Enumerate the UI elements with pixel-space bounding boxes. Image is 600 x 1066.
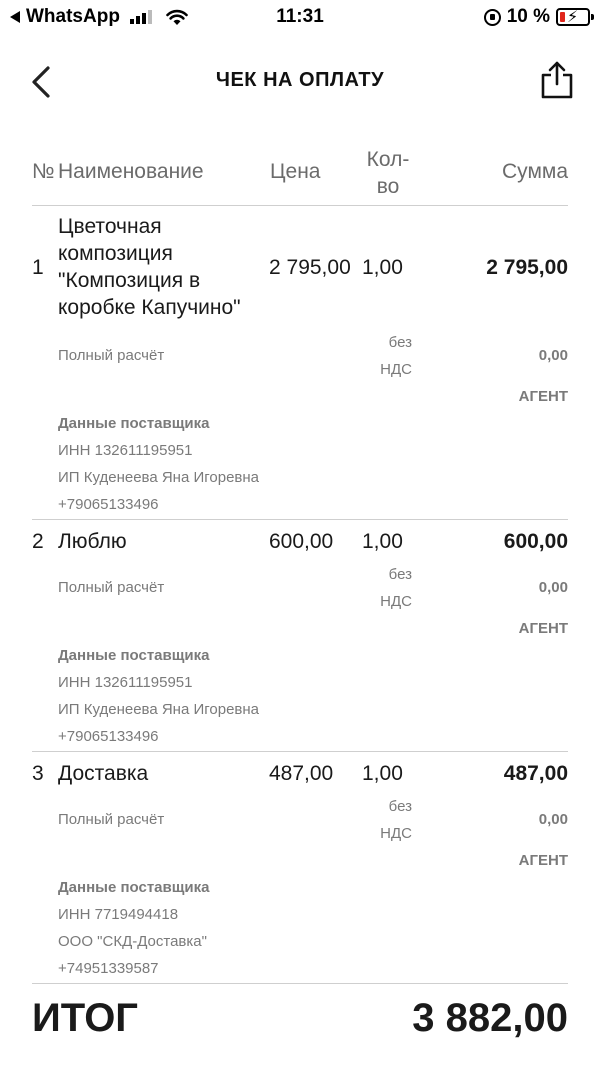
battery-percent: 10 % (506, 6, 550, 27)
supplier-inn: ИНН 132611195951 (58, 442, 193, 459)
header-qty (362, 146, 414, 200)
vat-line2: НДС (380, 593, 412, 610)
agent-badge: АГЕНТ (518, 852, 568, 869)
total-label: ИТОГ (32, 996, 138, 1040)
orientation-lock-icon (484, 9, 501, 26)
vat-amount: 0,00 (538, 347, 568, 364)
vat-label (372, 793, 412, 847)
battery-icon (556, 8, 590, 26)
supplier-heading: Данные поставщика (58, 879, 210, 896)
item-price: 2 795,00 (269, 256, 351, 279)
agent-badge: АГЕНТ (518, 388, 568, 405)
item-num: 2 (32, 530, 44, 553)
item-num: 1 (32, 256, 44, 279)
share-icon[interactable] (538, 60, 576, 100)
vat-line2: НДС (380, 361, 412, 378)
total-value: 3 882,00 (412, 996, 568, 1040)
supplier-inn: ИНН 132611195951 (58, 674, 193, 691)
item-qty: 1,00 (362, 762, 403, 785)
item-name: Доставка (58, 762, 149, 785)
item-sum: 600,00 (503, 530, 568, 553)
item-price: 600,00 (269, 530, 334, 553)
header-num: № (32, 160, 55, 183)
item-name: Цветочная композиция "Композиция в коробке Капучино" (58, 215, 241, 319)
supplier-inn: ИНН 7719494418 (58, 906, 179, 923)
supplier-heading: Данные поставщика (58, 647, 210, 664)
supplier-phone: +79065133496 (58, 496, 159, 513)
supplier-heading: Данные поставщика (58, 415, 210, 432)
supplier-name: ИП Куденеева Яна Игоревна (58, 469, 260, 486)
vat-label (372, 561, 412, 615)
charging-bolt-icon: ⚡ (567, 9, 579, 26)
payment-method: Полный расчёт (58, 579, 165, 596)
status-bar (0, 0, 600, 34)
supplier-name: ООО "СКД-Доставка" (58, 933, 207, 950)
header-qty-line2: во (376, 175, 400, 198)
back-app-label: WhatsApp (26, 6, 120, 27)
receipt-item (32, 752, 568, 984)
item-name: Люблю (58, 530, 127, 553)
item-sum: 2 795,00 (486, 256, 568, 279)
status-time: 11:31 (276, 6, 324, 27)
header-sum: Сумма (502, 160, 568, 183)
nav-bar (0, 56, 600, 106)
receipt-item (32, 520, 568, 752)
vat-amount: 0,00 (538, 811, 568, 828)
table-header (32, 140, 568, 206)
receipt-item (32, 206, 568, 520)
page-title: ЧЕК НА ОПЛАТУ (215, 69, 385, 91)
item-num: 3 (32, 762, 44, 785)
supplier-phone: +79065133496 (58, 728, 159, 745)
total-row (32, 996, 568, 1046)
vat-label (372, 329, 412, 383)
header-name: Наименование (58, 160, 204, 183)
vat-line2: НДС (380, 825, 412, 842)
item-qty: 1,00 (362, 256, 403, 279)
item-sum: 487,00 (503, 762, 568, 785)
item-price: 487,00 (269, 762, 334, 785)
agent-badge: АГЕНТ (518, 620, 568, 637)
supplier-name: ИП Куденеева Яна Игоревна (58, 701, 260, 718)
vat-amount: 0,00 (538, 579, 568, 596)
header-qty-line1: Кол- (366, 148, 410, 171)
vat-line1: без (388, 334, 412, 351)
supplier-phone: +74951339587 (58, 960, 159, 977)
payment-method: Полный расчёт (58, 811, 165, 828)
vat-line1: без (388, 798, 412, 815)
payment-method: Полный расчёт (58, 347, 165, 364)
header-price: Цена (270, 160, 321, 183)
item-qty: 1,00 (362, 530, 403, 553)
vat-line1: без (388, 566, 412, 583)
